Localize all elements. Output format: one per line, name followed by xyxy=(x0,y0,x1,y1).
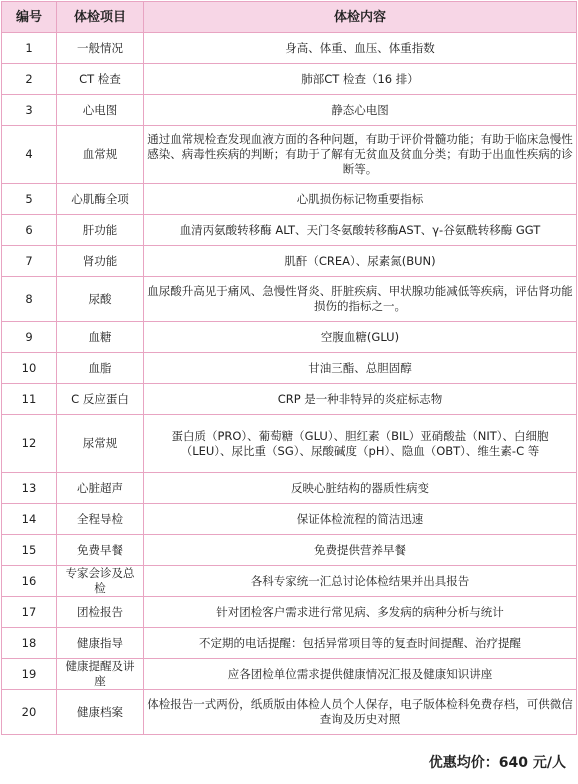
row-content: 针对团检客户需求进行常见病、多发病的病种分析与统计 xyxy=(144,597,577,628)
row-content: 蛋白质（PRO）、葡萄糖（GLU）、胆红素（BIL）亚硝酸盐（NIT）、白细胞（LEU）、尿比重（SG）、尿酸碱度（pH）、隐血（OBT）、维生素-C 等 xyxy=(144,415,577,473)
row-content: 身高、体重、血压、体重指数 xyxy=(144,33,577,64)
row-number: 3 xyxy=(2,95,57,126)
table-row xyxy=(2,504,577,535)
row-number: 2 xyxy=(2,64,57,95)
row-content: 反映心脏结构的器质性病变 xyxy=(144,473,577,504)
row-item: 心电图 xyxy=(57,95,144,126)
header-item: 体检项目 xyxy=(57,2,144,33)
row-item: 健康提醒及讲座 xyxy=(57,659,144,690)
row-content: 空腹血糖(GLU) xyxy=(144,322,577,353)
row-number: 14 xyxy=(2,504,57,535)
row-number: 8 xyxy=(2,277,57,322)
header-row xyxy=(2,2,577,33)
row-number: 16 xyxy=(2,566,57,597)
row-item: 心脏超声 xyxy=(57,473,144,504)
table-row xyxy=(2,246,577,277)
table-row xyxy=(2,126,577,184)
row-item: 尿常规 xyxy=(57,415,144,473)
row-content: 甘油三酯、总胆固醇 xyxy=(144,353,577,384)
row-item: 免费早餐 xyxy=(57,535,144,566)
row-item: 专家会诊及总检 xyxy=(57,566,144,597)
row-item: 团检报告 xyxy=(57,597,144,628)
row-item: 心肌酶全项 xyxy=(57,184,144,215)
row-item: 血脂 xyxy=(57,353,144,384)
row-number: 13 xyxy=(2,473,57,504)
row-item: 一般情况 xyxy=(57,33,144,64)
table-row xyxy=(2,95,577,126)
row-number: 19 xyxy=(2,659,57,690)
row-content: 免费提供营养早餐 xyxy=(144,535,577,566)
row-number: 10 xyxy=(2,353,57,384)
price-footer: 优惠均价：640 元/人 xyxy=(428,755,566,771)
table-row xyxy=(2,353,577,384)
row-content: 不定期的电话提醒：包括异常项目等的复查时间提醒、治疗提醒 xyxy=(144,628,577,659)
table-row xyxy=(2,322,577,353)
row-content: 血清丙氨酸转移酶 ALT、天门冬氨酸转移酶AST、γ-谷氨酰转移酶 GGT xyxy=(144,215,577,246)
row-content: CRP 是一种非特异的炎症标志物 xyxy=(144,384,577,415)
row-number: 18 xyxy=(2,628,57,659)
row-item: 健康指导 xyxy=(57,628,144,659)
row-item: 尿酸 xyxy=(57,277,144,322)
row-item: CT 检查 xyxy=(57,64,144,95)
table-row xyxy=(2,384,577,415)
row-content: 心肌损伤标记物重要指标 xyxy=(144,184,577,215)
header-number: 编号 xyxy=(2,2,57,33)
table-row xyxy=(2,690,577,735)
row-number: 9 xyxy=(2,322,57,353)
row-content: 保证体检流程的简洁迅速 xyxy=(144,504,577,535)
table-row xyxy=(2,566,577,597)
row-number: 6 xyxy=(2,215,57,246)
row-item: 肝功能 xyxy=(57,215,144,246)
exam-items-table xyxy=(1,1,577,735)
row-content: 静态心电图 xyxy=(144,95,577,126)
table-header xyxy=(2,2,577,33)
table-row xyxy=(2,597,577,628)
row-number: 5 xyxy=(2,184,57,215)
row-number: 20 xyxy=(2,690,57,735)
row-number: 1 xyxy=(2,33,57,64)
row-item: 血糖 xyxy=(57,322,144,353)
row-content: 应各团检单位需求提供健康情况汇报及健康知识讲座 xyxy=(144,659,577,690)
table-row xyxy=(2,628,577,659)
table-row xyxy=(2,659,577,690)
row-item: 全程导检 xyxy=(57,504,144,535)
table-body xyxy=(2,33,577,735)
table-row xyxy=(2,535,577,566)
row-content: 肌酐（CREA）、尿素氮(BUN) xyxy=(144,246,577,277)
row-number: 11 xyxy=(2,384,57,415)
table-row xyxy=(2,64,577,95)
row-number: 7 xyxy=(2,246,57,277)
table-row xyxy=(2,33,577,64)
row-content: 通过血常规检查发现血液方面的各种问题，有助于评价骨髓功能；有助于临床急慢性感染、病毒性疾病的判断；有助于了解有无贫血及贫血分类；有助于出血性疾病的诊断等。 xyxy=(144,126,577,184)
row-content: 各科专家统一汇总讨论体检结果并出具报告 xyxy=(144,566,577,597)
row-content: 体检报告一式两份，纸质版由体检人员个人保存，电子版体检科免费存档，可供微信查询及历史对照 xyxy=(144,690,577,735)
row-item: C 反应蛋白 xyxy=(57,384,144,415)
table-row xyxy=(2,277,577,322)
table-row xyxy=(2,415,577,473)
row-content: 肺部CT 检查（16 排） xyxy=(144,64,577,95)
row-content: 血尿酸升高见于痛风、急慢性肾炎、肝脏疾病、甲状腺功能减低等疾病，评估肾功能损伤的指标之一。 xyxy=(144,277,577,322)
row-item: 血常规 xyxy=(57,126,144,184)
row-item: 肾功能 xyxy=(57,246,144,277)
row-number: 17 xyxy=(2,597,57,628)
header-content: 体检内容 xyxy=(144,2,577,33)
table-row xyxy=(2,473,577,504)
row-number: 15 xyxy=(2,535,57,566)
row-number: 12 xyxy=(2,415,57,473)
row-number: 4 xyxy=(2,126,57,184)
table-row xyxy=(2,215,577,246)
row-item: 健康档案 xyxy=(57,690,144,735)
table-row xyxy=(2,184,577,215)
exam-table-wrapper xyxy=(1,1,576,735)
